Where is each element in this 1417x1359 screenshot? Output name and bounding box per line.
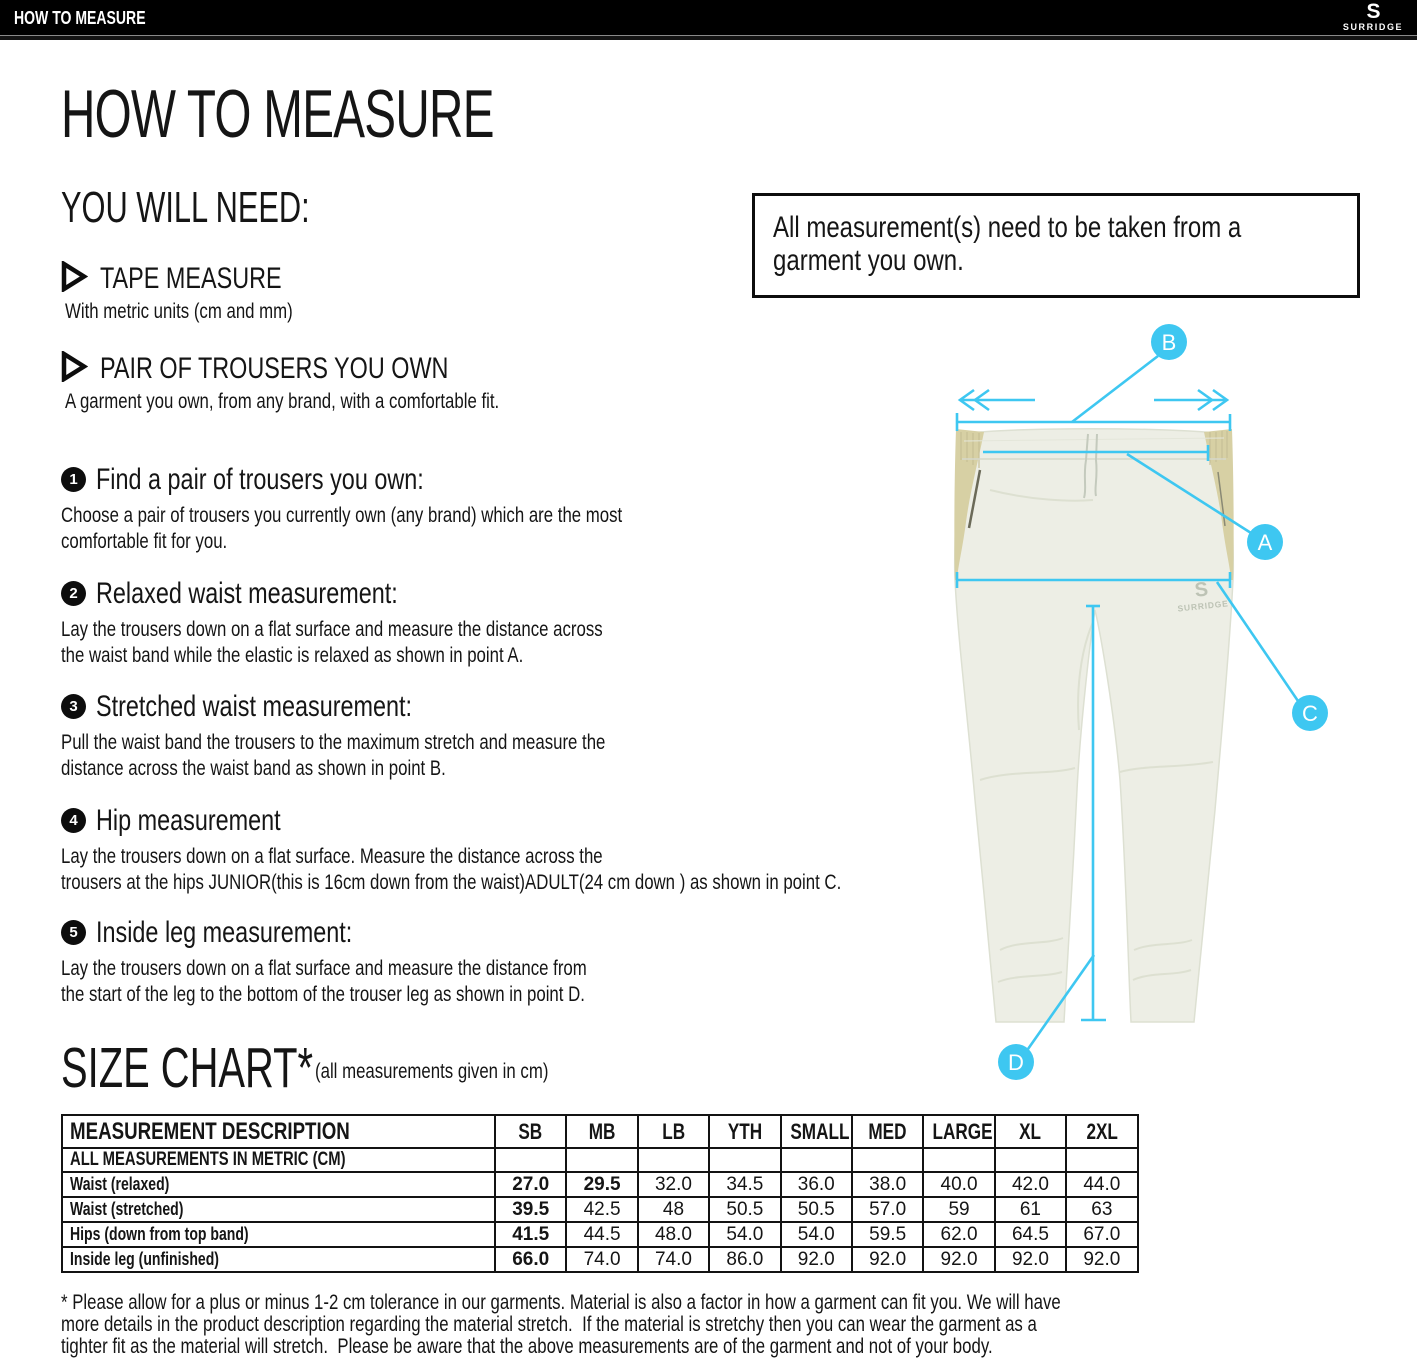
- empty-cell: [638, 1148, 709, 1172]
- measurement-value-cell: 32.0: [638, 1172, 709, 1197]
- measurement-value-cell: 74.0: [638, 1247, 709, 1272]
- column-header-size: LB: [638, 1115, 709, 1148]
- step-body: Lay the trousers down on a flat surface and measure the distance across the waist band while the elastic is relaxed as shown in point A.: [61, 618, 603, 667]
- measurement-value-cell: 92.0: [852, 1247, 923, 1272]
- step-title: Hip measurement: [96, 803, 281, 837]
- need-item-label: PAIR OF TROUSERS YOU OWN: [100, 352, 449, 385]
- garment-logo-s-icon: S: [1193, 578, 1210, 602]
- measurement-value-cell: 29.5: [566, 1172, 637, 1197]
- empty-cell: [566, 1148, 637, 1172]
- column-header-description: MEASUREMENT DESCRIPTION: [62, 1115, 495, 1148]
- metric-note-cell: ALL MEASUREMENTS IN METRIC (CM): [62, 1148, 495, 1172]
- empty-cell: [781, 1148, 852, 1172]
- empty-cell: [995, 1148, 1066, 1172]
- step-title: Inside leg measurement:: [96, 915, 353, 949]
- measurement-value-cell: 54.0: [781, 1222, 852, 1247]
- empty-cell: [923, 1148, 994, 1172]
- measurement-value-cell: 48.0: [638, 1222, 709, 1247]
- size-chart-table: [61, 1114, 1139, 1273]
- step-title: Relaxed waist measurement:: [96, 576, 398, 610]
- measurement-value-cell: 63: [1066, 1197, 1137, 1222]
- marker-c-label: C: [1302, 701, 1318, 726]
- step-1: [61, 462, 1001, 555]
- column-header-size: SB: [495, 1115, 566, 1148]
- step-title: Find a pair of trousers you own:: [96, 462, 424, 496]
- measurement-value-cell: 42.5: [566, 1197, 637, 1222]
- measurement-value-cell: 92.0: [995, 1247, 1066, 1272]
- note-box: [752, 193, 1360, 298]
- page-title: HOW TO MEASURE: [61, 76, 494, 152]
- measurement-value-cell: 92.0: [781, 1247, 852, 1272]
- disclaimer: * Please allow for a plus or minus 1-2 cm tolerance in our garments. Material is also a factor in how a garment can fit you. We will have more details in the product description regarding the material stretch. If the material is stretchy then you can wear the garment as a tighter fit as the material will stretch. Please be aware that the above measurements are of the garment and not of your body.: [61, 1291, 1061, 1358]
- step-5: [61, 915, 1001, 1008]
- size-table-body: [62, 1115, 1138, 1272]
- measurement-value-cell: 44.5: [566, 1222, 637, 1247]
- measurement-value-cell: 74.0: [566, 1247, 637, 1272]
- measurement-value-cell: 64.5: [995, 1222, 1066, 1247]
- top-bar-title: HOW TO MEASURE: [14, 8, 146, 28]
- empty-cell: [709, 1148, 780, 1172]
- measurement-label-cell: Waist (relaxed): [62, 1172, 495, 1197]
- measurement-value-cell: 27.0: [495, 1172, 566, 1197]
- measurement-value-cell: 61: [995, 1197, 1066, 1222]
- size-table-metric-row: [62, 1148, 1138, 1172]
- top-bar: [0, 0, 1417, 36]
- need-item-trousers: [61, 353, 821, 414]
- empty-cell: [1066, 1148, 1137, 1172]
- step-number-badge: 4: [61, 808, 86, 833]
- column-header-size: YTH: [709, 1115, 780, 1148]
- garment-logo-text: SURRIDGE: [1177, 598, 1230, 614]
- note-line: garment you own.: [773, 244, 964, 277]
- need-item-desc: A garment you own, from any brand, with a comfortable fit.: [65, 390, 500, 413]
- surridge-logo-text: SURRIDGE: [1342, 22, 1404, 32]
- size-table-row: [62, 1172, 1138, 1197]
- step-body: Choose a pair of trousers you currently own (any brand) which are the most comfortable fit for you.: [61, 504, 623, 553]
- step-2: [61, 576, 1001, 669]
- step-number-badge: 3: [61, 694, 86, 719]
- measurement-label-cell: Inside leg (unfinished): [62, 1247, 495, 1272]
- size-table-row: [62, 1197, 1138, 1222]
- need-item-label: TAPE MEASURE: [100, 262, 282, 295]
- column-header-size: XL: [995, 1115, 1066, 1148]
- you-will-need-heading: YOU WILL NEED:: [61, 183, 310, 232]
- measurement-value-cell: 40.0: [923, 1172, 994, 1197]
- surridge-s-icon: S: [1366, 0, 1380, 23]
- measurement-value-cell: 50.5: [781, 1197, 852, 1222]
- empty-cell: [495, 1148, 566, 1172]
- measurement-value-cell: 48: [638, 1197, 709, 1222]
- column-header-size: SMALL: [781, 1115, 852, 1148]
- marker-a-label: A: [1257, 530, 1273, 555]
- measurement-label-cell: Hips (down from top band): [62, 1222, 495, 1247]
- trousers-measurement-diagram: [930, 310, 1360, 1090]
- measurement-value-cell: 44.0: [1066, 1172, 1137, 1197]
- measurement-label-cell: Waist (stretched): [62, 1197, 495, 1222]
- note-line: All measurement(s) need to be taken from a: [773, 211, 1242, 244]
- triangle-bullet-icon: [61, 351, 88, 387]
- size-table-row: [62, 1247, 1138, 1272]
- step-body: Lay the trousers down on a flat surface. Measure the distance across the trousers at the hips JUNIOR(this is 16cm down from the waist)ADULT(24 cm down ) as shown in point C.: [61, 845, 842, 894]
- measurement-value-cell: 86.0: [709, 1247, 780, 1272]
- step-3: [61, 689, 1001, 782]
- marker-b-label: B: [1161, 330, 1177, 355]
- step-number-badge: 1: [61, 467, 86, 492]
- need-item-desc: With metric units (cm and mm): [65, 300, 293, 323]
- triangle-bullet-icon: [61, 261, 88, 297]
- measurement-value-cell: 34.5: [709, 1172, 780, 1197]
- measurement-value-cell: 38.0: [852, 1172, 923, 1197]
- measurement-value-cell: 59: [923, 1197, 994, 1222]
- step-body: Lay the trousers down on a flat surface and measure the distance from the start of the leg to the bottom of the trouser leg as shown in point D.: [61, 957, 587, 1006]
- column-header-size: LARGE: [923, 1115, 994, 1148]
- measurement-value-cell: 41.5: [495, 1222, 566, 1247]
- step-number-badge: 2: [61, 581, 86, 606]
- measurement-value-cell: 50.5: [709, 1197, 780, 1222]
- measurement-value-cell: 57.0: [852, 1197, 923, 1222]
- measurement-value-cell: 92.0: [1066, 1247, 1137, 1272]
- empty-cell: [852, 1148, 923, 1172]
- need-item-tape-measure: [61, 263, 821, 324]
- measurement-value-cell: 54.0: [709, 1222, 780, 1247]
- step-title: Stretched waist measurement:: [96, 689, 413, 723]
- surridge-logo: [1335, 1, 1411, 32]
- measurement-value-cell: 67.0: [1066, 1222, 1137, 1247]
- size-chart-note: (all measurements given in cm): [315, 1060, 549, 1083]
- measurement-value-cell: 66.0: [495, 1247, 566, 1272]
- marker-d-label: D: [1008, 1050, 1024, 1075]
- size-table-row: [62, 1222, 1138, 1247]
- column-header-size: 2XL: [1066, 1115, 1137, 1148]
- measurement-value-cell: 39.5: [495, 1197, 566, 1222]
- step-body: Pull the waist band the trousers to the maximum stretch and measure the distance across the waist band as shown in point B.: [61, 731, 606, 780]
- column-header-size: MB: [566, 1115, 637, 1148]
- measurement-value-cell: 42.0: [995, 1172, 1066, 1197]
- step-4: [61, 803, 1001, 896]
- size-chart-heading: SIZE CHART*: [61, 1036, 314, 1100]
- size-table-header-row: [62, 1115, 1138, 1148]
- measurement-value-cell: 92.0: [923, 1247, 994, 1272]
- leader-b: [1072, 356, 1158, 422]
- measurement-value-cell: 36.0: [781, 1172, 852, 1197]
- measurement-value-cell: 62.0: [923, 1222, 994, 1247]
- step-number-badge: 5: [61, 920, 86, 945]
- column-header-size: MED: [852, 1115, 923, 1148]
- measurement-value-cell: 59.5: [852, 1222, 923, 1247]
